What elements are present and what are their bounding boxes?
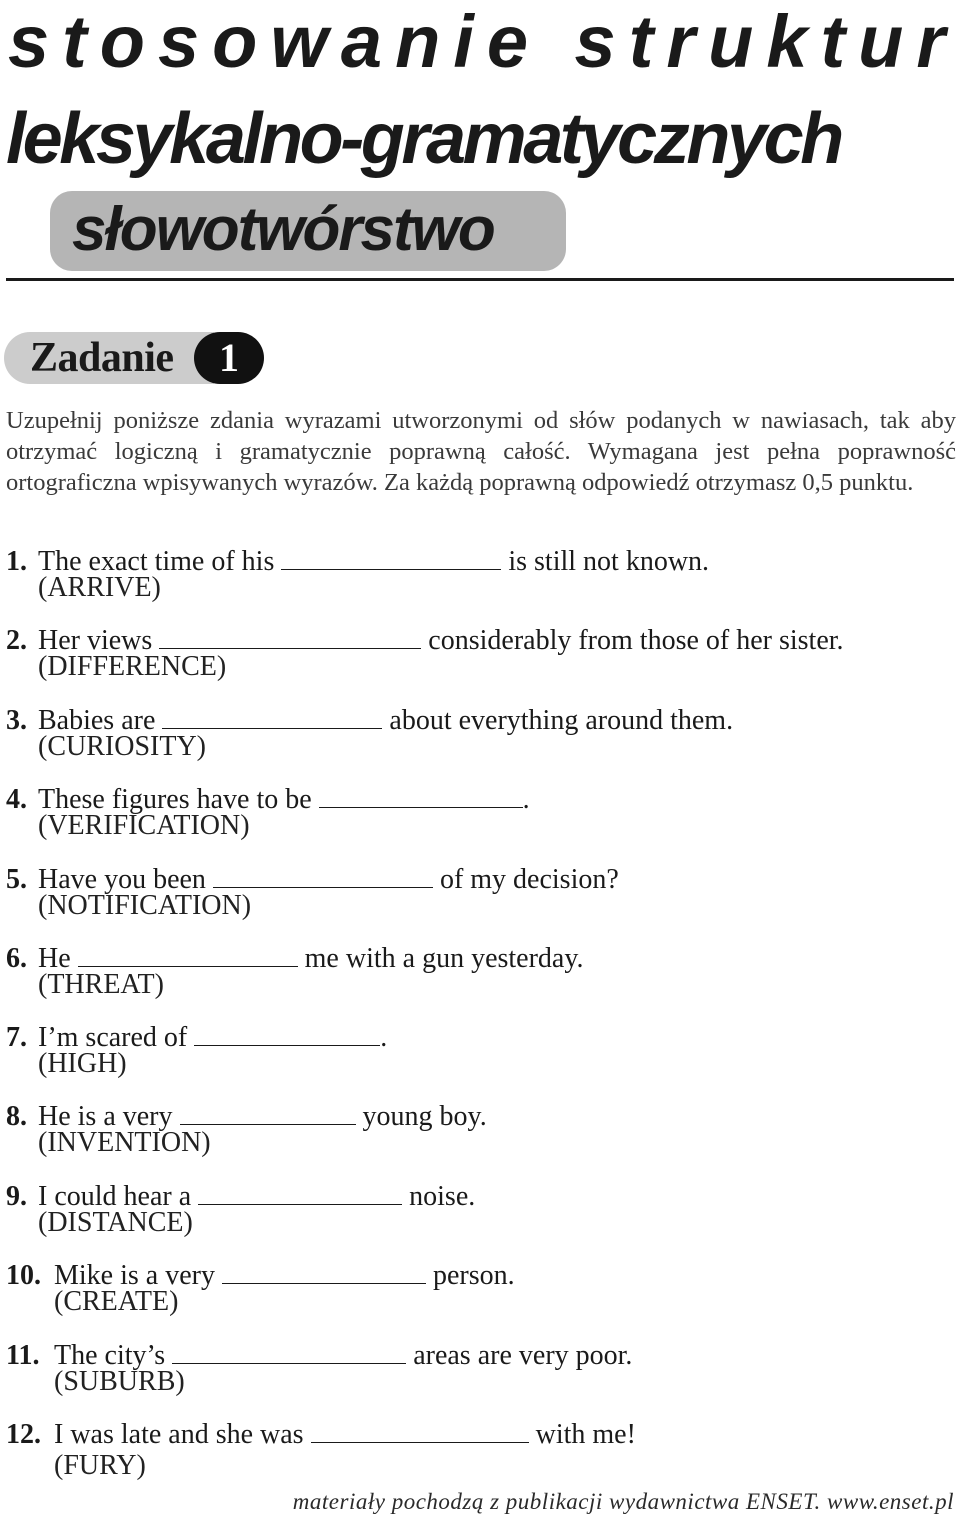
answer-blank[interactable] [162, 706, 382, 729]
exercise-text-after: person. [432, 1260, 515, 1291]
exercise-hint: (VERIFICATION) [38, 810, 250, 841]
exercise-number: 2. [6, 625, 27, 656]
exercise-text-after: areas are very poor. [413, 1340, 633, 1371]
exercise-number: 7. [6, 1022, 27, 1053]
answer-blank[interactable] [172, 1341, 406, 1364]
exercise-number: 1. [6, 546, 27, 577]
page-title: stosowanie struktur [8, 0, 959, 83]
exercise-hint: (NOTIFICATION) [38, 890, 252, 921]
exercise-number: 11. [6, 1340, 40, 1371]
task-instructions: Uzupełnij poniższe zdania wyrazami utworzonymi od słów podanych w nawiasach, tak aby otrzymać logiczną i gramatycznie poprawną całość. Wymagana jest pełna poprawność ortograficzna wpisywanych wyrazów. Za każdą poprawną odpowiedź otrzymasz 0,5 punktu. [6, 407, 956, 496]
answer-blank[interactable] [222, 1261, 426, 1284]
exercise-hint: (CURIOSITY) [38, 731, 206, 762]
exercise-text-after: is still not known. [508, 546, 710, 577]
exercise-hint: (DIFFERENCE) [38, 651, 227, 682]
exercise-text-before: I could hear a [38, 1181, 192, 1212]
exercise-hint: (HIGH) [38, 1048, 127, 1079]
answer-blank[interactable] [194, 1023, 380, 1046]
exercise-text-before: Mike is a very [54, 1260, 215, 1291]
exercise-number: 6. [6, 943, 27, 974]
exercise-number: 5. [6, 864, 27, 895]
exercise-hint: (SUBURB) [54, 1366, 185, 1397]
footer-source: materiały pochodzą z publikacji wydawnictwa ENSET. www.enset.pl [292, 1489, 954, 1514]
exercise-number: 10. [6, 1260, 41, 1291]
exercise-text-after: about everything around them. [389, 705, 734, 736]
exercise-text-before: I was late and she was [54, 1419, 304, 1450]
answer-blank[interactable] [180, 1102, 356, 1125]
exercise-text-before: The exact time of his [38, 546, 275, 577]
exercise-text-after: considerably from those of her sister. [428, 625, 844, 656]
exercise-number: 9. [6, 1181, 27, 1212]
answer-blank[interactable] [78, 944, 298, 967]
exercise-text-after: . [380, 1022, 388, 1053]
exercise-text-before: I’m scared of [38, 1022, 188, 1053]
section-subtitle: słowotwórstwo [50, 191, 566, 271]
exercise-text-after: of my decision? [439, 864, 619, 895]
answer-blank[interactable] [198, 1182, 402, 1205]
exercise-hint: (FURY) [54, 1450, 146, 1481]
divider [6, 278, 954, 281]
exercise-text-before: Babies are [38, 705, 156, 736]
answer-blank[interactable] [319, 785, 523, 808]
exercise-text-before: Have you been [38, 864, 206, 895]
exercise-text-before: The city’s [54, 1340, 166, 1371]
exercise-number: 12. [6, 1419, 41, 1450]
answer-blank[interactable] [281, 547, 501, 570]
exercise-text-after: me with a gun yesterday. [304, 943, 584, 974]
exercise-hint: (THREAT) [38, 969, 164, 1000]
exercise-text-after: with me! [535, 1419, 636, 1450]
task-label: Zadanie [30, 335, 174, 381]
exercise-text-after: noise. [409, 1181, 476, 1212]
answer-blank[interactable] [311, 1420, 529, 1443]
exercise-number: 3. [6, 705, 27, 736]
exercise-hint: (INVENTION) [38, 1127, 211, 1158]
exercise-text-after: . [522, 784, 530, 815]
exercise-number: 8. [6, 1101, 27, 1132]
exercise-hint: (ARRIVE) [38, 572, 161, 603]
exercise-text-before: These figures have to be [38, 784, 312, 815]
exercise-text-before: He is a very [38, 1101, 173, 1132]
task-number-badge: 1 [194, 332, 264, 384]
exercise-hint: (CREATE) [54, 1286, 179, 1317]
exercise-number: 4. [6, 784, 27, 815]
answer-blank[interactable] [213, 865, 433, 888]
exercise-text-before: He [38, 943, 71, 974]
exercise-text-after: young boy. [362, 1101, 487, 1132]
exercise-hint: (DISTANCE) [38, 1207, 193, 1238]
answer-blank[interactable] [159, 626, 421, 649]
exercise-text-before: Her views [38, 625, 153, 656]
page-title-line2: leksykalno-gramatycznych [6, 99, 841, 179]
